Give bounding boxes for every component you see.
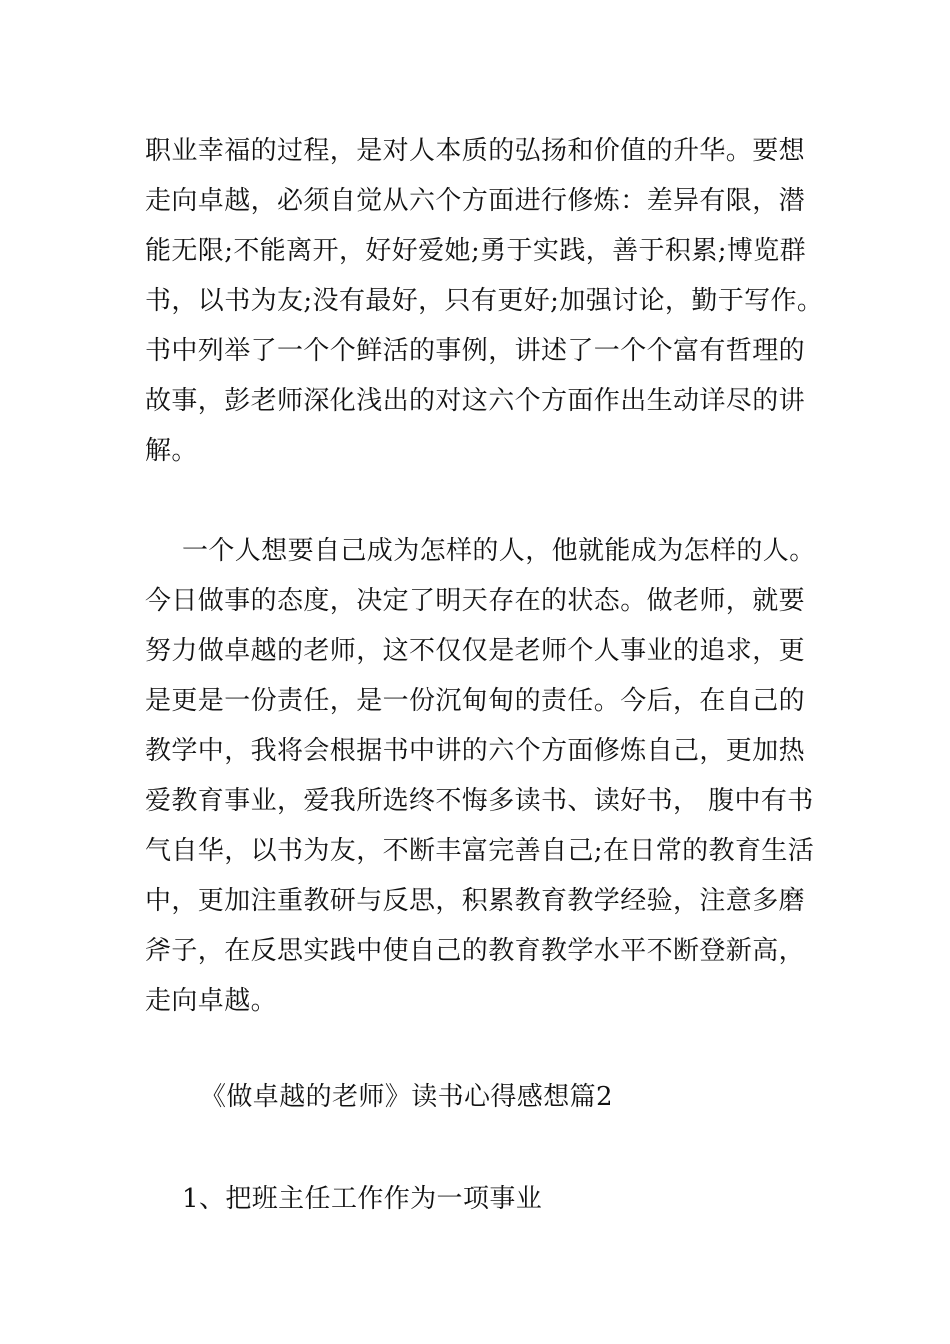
- paragraph-line: 职业幸福的过程，是对人本质的弘扬和价值的升华。要想: [145, 136, 806, 166]
- paragraph-line: 故事，彭老师深化浅出的对这六个方面作出生动详尽的讲: [145, 386, 806, 416]
- paragraph-line: 教学中，我将会根据书中讲的六个方面修炼自己，更加热: [145, 736, 806, 766]
- paragraph-line: 气自华，以书为友，不断丰富完善自己;在日常的教育生活: [145, 836, 815, 866]
- paragraph-line: 努力做卓越的老师，这不仅仅是老师个人事业的追求，更: [145, 636, 806, 666]
- paragraph-line: 解。: [145, 436, 198, 466]
- paragraph-line: 是更是一份责任，是一份沉甸甸的责任。今后，在自己的: [145, 686, 806, 716]
- paragraph-line: 书中列举了一个个鲜活的事例，讲述了一个个富有哲理的: [145, 336, 806, 366]
- paragraph-line: 一个人想要自己成为怎样的人，他就能成为怎样的人。: [182, 536, 816, 566]
- paragraph-line: 书，以书为友;没有最好，只有更好;加强讨论，勤于写作。: [145, 286, 824, 316]
- section-heading: 《做卓越的老师》读书心得感想篇2: [200, 1082, 613, 1112]
- paragraph-line: 能无限;不能离开，好好爱她;勇于实践，善于积累;博览群: [145, 236, 807, 266]
- list-item: 1、把班主任工作作为一项事业: [182, 1184, 543, 1214]
- paragraph-line: 爱教育事业，爱我所选终不悔多读书、读好书， 腹中有书: [145, 786, 814, 816]
- paragraph-line: 中，更加注重教研与反思，积累教育教学经验，注意多磨: [145, 886, 806, 916]
- paragraph-line: 走向卓越，必须自觉从六个方面进行修炼：差异有限，潜: [145, 186, 806, 216]
- paragraph-line: 走向卓越。: [145, 986, 278, 1016]
- paragraph-line: 斧子，在反思实践中使自己的教育教学水平不断登新高，: [145, 936, 806, 966]
- paragraph-line: 今日做事的态度，决定了明天存在的状态。做老师，就要: [145, 586, 806, 616]
